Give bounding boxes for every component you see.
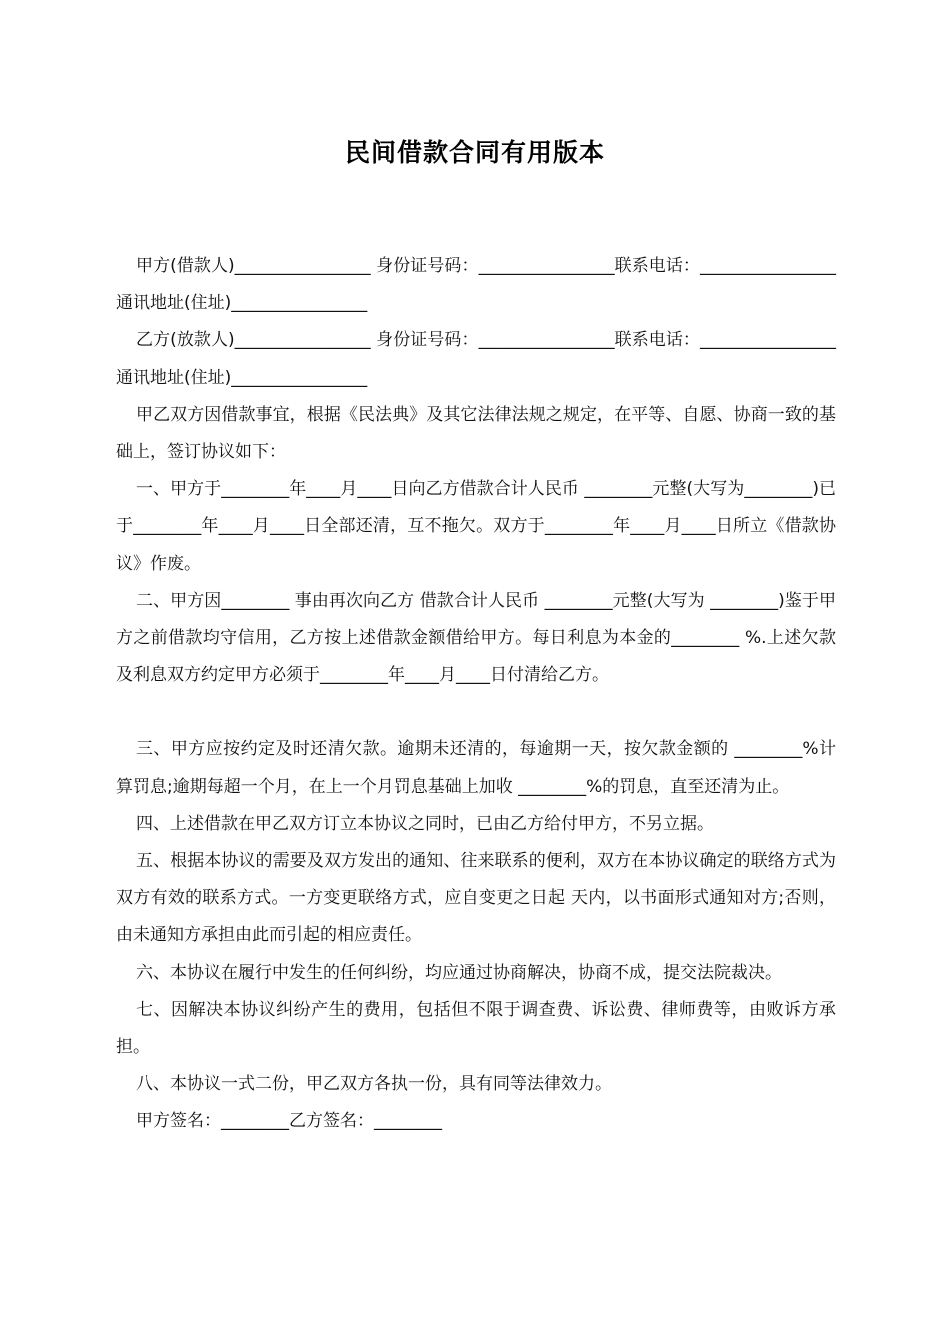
clause-4: 四、上述借款在甲乙双方订立本协议之同时，已由乙方给付甲方，不另立据。 (136, 813, 714, 834)
clause-8: 八、本协议一式二份，甲乙双方各执一份，具有同等法律效力。 (136, 1074, 612, 1095)
clause-3: 三、甲方应按约定及时还清欠款。逾期未还清的，每逾期一天，按欠款金额的 ________%计算罚息;逾期每超一个月，在上一个月罚息基础上加收 ________%的罚息，直至还清为止。 (116, 739, 836, 797)
document-title: 民间借款合同有用版本 (344, 138, 605, 167)
contract-body (116, 248, 836, 1141)
clause-5: 五、根据本协议的需要及双方发出的通知、往来联系的便利，双方在本协议确定的联络方式为双方有效的联系方式。一方变更联络方式，应自变更之日起 天内，以书面形式通知对方;否则，由未通知方承担由此而引起的相应责任。 (116, 851, 836, 946)
clause-1: 一、甲方于________年____月____日向乙方借款合计人民币 ________元整(大写为________)已于________年____月____日全部还清，互不拖欠。双方于________年____月____日所立《借款协议》作废。 (116, 479, 836, 574)
party-b-info: 乙方(放款人)________________ 身份证号码：________________联系电话：________________通讯地址(住址)________________ (116, 330, 836, 388)
signature-line: 甲方签名：________乙方签名：________ (136, 1111, 442, 1132)
clause-7: 七、因解决本协议纠纷产生的费用，包括但不限于调查费、诉讼费、律师费等，由败诉方承担。 (116, 999, 836, 1058)
clause-2: 二、甲方因________ 事由再次向乙方 借款合计人民币 ________元整(大写为 ________)鉴于甲方之前借款均守信用，乙方按上述借款金额借给甲方。每日利息为本金的________ %.上述欠款及利息双方约定甲方必须于________年____月____日付清给乙方。 (116, 590, 836, 686)
party-a-info: 甲方(借款人)________________ 身份证号码：________________联系电话：________________通讯地址(住址)________________ (116, 256, 836, 314)
preamble: 甲乙双方因借款事宜，根据《民法典》及其它法律法规之规定，在平等、自愿、协商一致的基础上，签订协议如下： (116, 404, 836, 463)
clause-6: 六、本协议在履行中发生的任何纠纷，均应通过协商解决，协商不成，提交法院裁决。 (136, 962, 782, 983)
